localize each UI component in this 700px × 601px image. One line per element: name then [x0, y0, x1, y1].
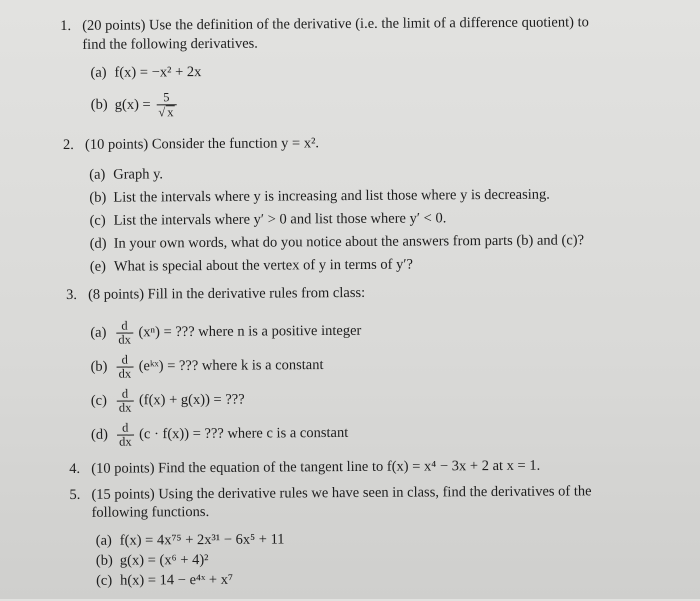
q3-item-b: [90, 352, 323, 381]
q4-text: (10 points) Find the equation of the tangent line to f(x) = x⁴ − 3x + 2 at x = 1.: [91, 457, 541, 477]
q5-a-label: (a): [95, 532, 112, 549]
q3-text: (8 points) Fill in the derivative rules from class:: [87, 284, 366, 303]
q1-line2: [82, 35, 258, 54]
q1-b-fraction: [156, 91, 176, 119]
q2-item-b: [89, 186, 550, 207]
q4-line: [69, 457, 540, 478]
q3-a-label: (a): [90, 324, 107, 341]
q5-item-a: [96, 530, 285, 549]
q3-d-expr: (c · f(x)) = ??? where c is a constant: [139, 424, 349, 443]
q3-item-d: [91, 420, 348, 449]
q2-item-a: [89, 165, 163, 184]
q3-b-dx: dx: [118, 366, 132, 381]
q1-b-label: (b): [90, 97, 108, 114]
q2-e-text: What is special about the vertex of y in terms of y′?: [113, 256, 414, 275]
q2-a-label: (a): [89, 166, 106, 183]
q1-a-label: (a): [90, 64, 107, 81]
q3-d-dx: dx: [119, 434, 132, 449]
q1-item-a: [90, 63, 201, 82]
q3-b-label: (b): [90, 358, 108, 375]
q2-c-text: List the intervals where y′ > 0 and list those where y′ < 0.: [113, 210, 447, 229]
q3-b-deriv: [116, 354, 133, 381]
q2-number: 2.: [62, 136, 74, 154]
q1-text-line2: find the following derivatives.: [82, 35, 258, 53]
q3-a-d: d: [116, 320, 133, 334]
q2-b-text: List the intervals where y is increasing and list those where y is decreasing.: [113, 186, 550, 206]
q5-item-b: [96, 551, 209, 570]
q1-b-radicand: x: [167, 105, 174, 120]
q3-c-d: d: [117, 388, 134, 402]
q3-b-expr: (eᵏˣ) = ??? where k is a constant: [138, 357, 324, 375]
q2-text: (10 points) Consider the function y = x².: [84, 135, 320, 153]
q3-d-deriv: [117, 422, 134, 449]
q2-item-c: [89, 209, 446, 229]
q2-a-text: Graph y.: [113, 166, 164, 183]
q3-c-label: (c): [90, 392, 107, 409]
q1-number: 1.: [60, 17, 72, 35]
q3-item-c: [91, 387, 245, 415]
q1-a-expr: f(x) = −x² + 2x: [114, 64, 202, 81]
q3-a-deriv: [116, 320, 133, 347]
q2-line: [63, 134, 319, 154]
q2-e-label: (e): [89, 258, 107, 275]
q1-text-line1: (20 points) Use the definition of the derivative (i.e. the limit of a difference quotient) to: [82, 14, 589, 34]
q3-c-expr: (f(x) + g(x)) = ???: [138, 391, 245, 409]
q1-item-b: [91, 91, 179, 120]
q5-c-expr: h(x) = 14 − e⁴ˣ + x⁷: [119, 571, 234, 589]
q4-number: 4.: [69, 460, 81, 477]
q2-c-label: (c): [89, 212, 106, 229]
q1-line1: [60, 13, 589, 35]
q1-b-numerator: 5: [156, 91, 176, 105]
q3-b-d: d: [116, 354, 133, 368]
q3-number: 3.: [65, 286, 77, 303]
q5-c-label: (c): [95, 572, 113, 589]
q2-item-e: [90, 256, 413, 276]
q1-b-denominator: √ x: [158, 105, 174, 120]
q5-a-expr: f(x) = 4x⁷⁵ + 2x³¹ − 6x⁵ + 11: [119, 531, 285, 549]
q3-c-deriv: [117, 388, 134, 415]
q5-text-line1: (15 points) Using the derivative rules we have seen in class, find the derivatives of the: [91, 483, 592, 503]
q2-b-label: (b): [89, 189, 107, 206]
q3-c-dx: dx: [118, 400, 132, 415]
q5-number: 5.: [69, 486, 81, 503]
q3-a-expr: (xⁿ) = ??? where n is a positive integer: [138, 322, 362, 341]
q5-line2: [92, 503, 210, 522]
q3-d-label: (d): [90, 426, 109, 443]
q2-d-text: In your own words, what do you notice about the answers from parts (b) and (c)?: [113, 232, 585, 252]
q5-b-expr: g(x) = (x⁶ + 4)²: [119, 552, 209, 569]
q3-a-dx: dx: [118, 332, 131, 347]
q5-item-c: [96, 571, 233, 590]
q3-item-a: [90, 318, 361, 347]
q5-line1: [69, 482, 591, 504]
q3-line: [66, 284, 365, 304]
q5-b-label: (b): [95, 552, 113, 569]
q3-d-d: d: [117, 422, 134, 436]
q2-d-label: (d): [89, 235, 107, 252]
q5-text-line2: following functions.: [91, 503, 210, 521]
q2-item-d: [90, 231, 584, 252]
q1-b-lhs: g(x) =: [114, 96, 151, 113]
